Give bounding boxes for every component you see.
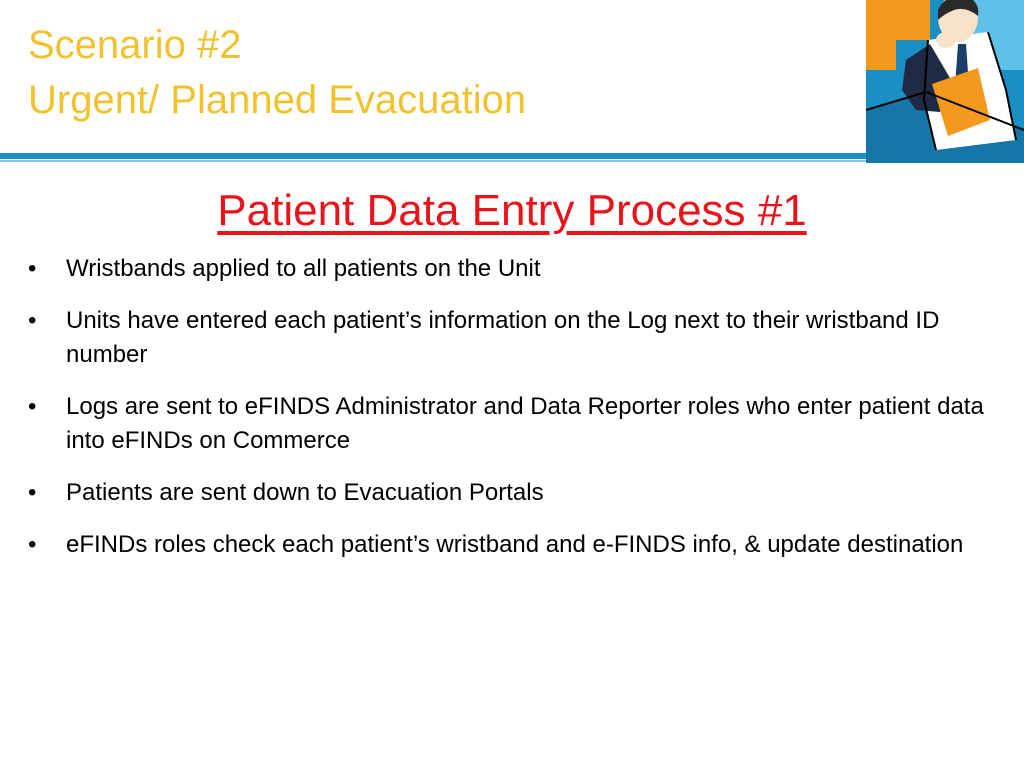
bullet-item bbox=[28, 528, 1003, 562]
bullet-icon: • bbox=[28, 307, 37, 334]
bullet-item bbox=[28, 304, 1003, 372]
bullet-item bbox=[28, 390, 1003, 458]
slide-subtitle: Patient Data Entry Process #1 bbox=[217, 186, 807, 235]
bullet-icon: • bbox=[28, 255, 37, 282]
slide-title-line-1: Scenario #2 bbox=[28, 23, 242, 67]
bullet-text: Logs are sent to eFINDS Administrator and Data Reporter roles who enter patient data into eFINDs on Commerce bbox=[66, 393, 984, 454]
slide-title bbox=[28, 18, 526, 128]
header-divider bbox=[0, 153, 868, 159]
slide-title-line-2: Urgent/ Planned Evacuation bbox=[28, 78, 527, 122]
bullet-item bbox=[28, 252, 1003, 286]
bullet-icon: • bbox=[28, 531, 37, 558]
bullet-icon: • bbox=[28, 479, 37, 506]
header-divider-accent bbox=[0, 160, 868, 162]
bullet-text: Patients are sent down to Evacuation Portals bbox=[66, 479, 544, 506]
bullet-text: eFINDs roles check each patient’s wristband and e-FINDS info, & update destination bbox=[66, 531, 964, 558]
bullet-text: Units have entered each patient’s information on the Log next to their wristband ID number bbox=[66, 307, 940, 368]
bullet-text: Wristbands applied to all patients on the Unit bbox=[66, 255, 541, 282]
thinking-man-clipart-icon bbox=[866, 0, 1024, 163]
bullet-item bbox=[28, 476, 1003, 510]
bullet-list bbox=[28, 252, 1003, 580]
bullet-icon: • bbox=[28, 393, 37, 420]
